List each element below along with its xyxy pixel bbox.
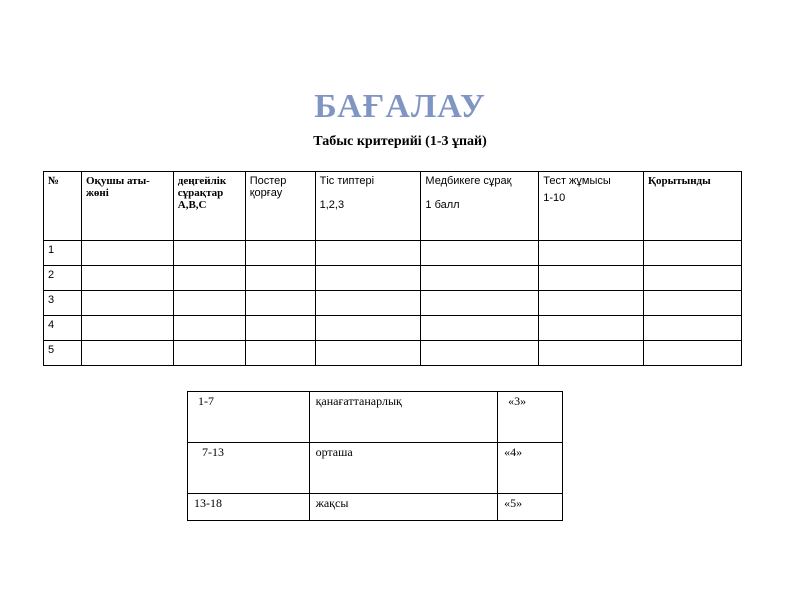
cell-name[interactable] xyxy=(81,341,173,366)
header-test-work: Тест жұмысы 1-10 xyxy=(539,172,644,241)
cell-test[interactable] xyxy=(539,316,644,341)
cell-poster[interactable] xyxy=(245,241,315,266)
cell-result[interactable] xyxy=(644,266,742,291)
header-nurse-question: Медбикеге сұрақ 1 балл xyxy=(421,172,539,241)
cell-level[interactable] xyxy=(173,266,245,291)
cell-nurse[interactable] xyxy=(421,316,539,341)
row-number: 3 xyxy=(44,291,82,316)
grade-row xyxy=(188,392,563,443)
grade-label: жақсы xyxy=(309,494,498,521)
cell-nurse[interactable] xyxy=(421,266,539,291)
cell-poster[interactable] xyxy=(245,341,315,366)
cell-nurse[interactable] xyxy=(421,241,539,266)
row-number: 2 xyxy=(44,266,82,291)
header-poster: Постер қорғау xyxy=(245,172,315,241)
grade-range: 1-7 xyxy=(188,392,310,443)
cell-level[interactable] xyxy=(173,341,245,366)
cell-poster[interactable] xyxy=(245,266,315,291)
header-result: Қорытынды xyxy=(644,172,742,241)
grade-label: орташа xyxy=(309,443,498,494)
row-number: 4 xyxy=(44,316,82,341)
grade-range: 7-13 xyxy=(188,443,310,494)
cell-teeth[interactable] xyxy=(315,241,421,266)
cell-poster[interactable] xyxy=(245,316,315,341)
cell-test[interactable] xyxy=(539,291,644,316)
grade-mark: «5» xyxy=(498,494,563,521)
grade-row xyxy=(188,494,563,521)
table-row xyxy=(44,266,742,291)
row-number: 1 xyxy=(44,241,82,266)
cell-name[interactable] xyxy=(81,266,173,291)
cell-teeth[interactable] xyxy=(315,341,421,366)
cell-test[interactable] xyxy=(539,266,644,291)
cell-nurse[interactable] xyxy=(421,341,539,366)
table-row xyxy=(44,291,742,316)
cell-teeth[interactable] xyxy=(315,316,421,341)
grading-scale-table xyxy=(187,391,563,521)
header-student-name: Оқушы аты-жөні xyxy=(81,172,173,241)
grade-mark: «4» xyxy=(498,443,563,494)
cell-level[interactable] xyxy=(173,241,245,266)
page-title: БАҒАЛАУ xyxy=(314,88,486,125)
grade-label: қанағаттанарлық xyxy=(309,392,498,443)
cell-test[interactable] xyxy=(539,341,644,366)
cell-level[interactable] xyxy=(173,291,245,316)
cell-result[interactable] xyxy=(644,341,742,366)
cell-teeth[interactable] xyxy=(315,266,421,291)
cell-test[interactable] xyxy=(539,241,644,266)
grade-row xyxy=(188,443,563,494)
grade-range: 13-18 xyxy=(188,494,310,521)
header-level-questions: деңгейлік сұрақтар А,В,С xyxy=(173,172,245,241)
row-number: 5 xyxy=(44,341,82,366)
table-row xyxy=(44,341,742,366)
header-number: № xyxy=(44,172,82,241)
cell-level[interactable] xyxy=(173,316,245,341)
cell-result[interactable] xyxy=(644,316,742,341)
cell-result[interactable] xyxy=(644,241,742,266)
page-subtitle: Табыс критерийі (1-3 ұпай) xyxy=(313,134,487,149)
table-header-row xyxy=(44,172,742,241)
cell-name[interactable] xyxy=(81,291,173,316)
cell-result[interactable] xyxy=(644,291,742,316)
cell-poster[interactable] xyxy=(245,291,315,316)
header-teeth-types: Тіс типтері 1,2,3 xyxy=(315,172,421,241)
cell-name[interactable] xyxy=(81,316,173,341)
grade-mark: «3» xyxy=(498,392,563,443)
assessment-table xyxy=(43,171,742,366)
table-row xyxy=(44,241,742,266)
cell-nurse[interactable] xyxy=(421,291,539,316)
cell-teeth[interactable] xyxy=(315,291,421,316)
table-row xyxy=(44,316,742,341)
cell-name[interactable] xyxy=(81,241,173,266)
